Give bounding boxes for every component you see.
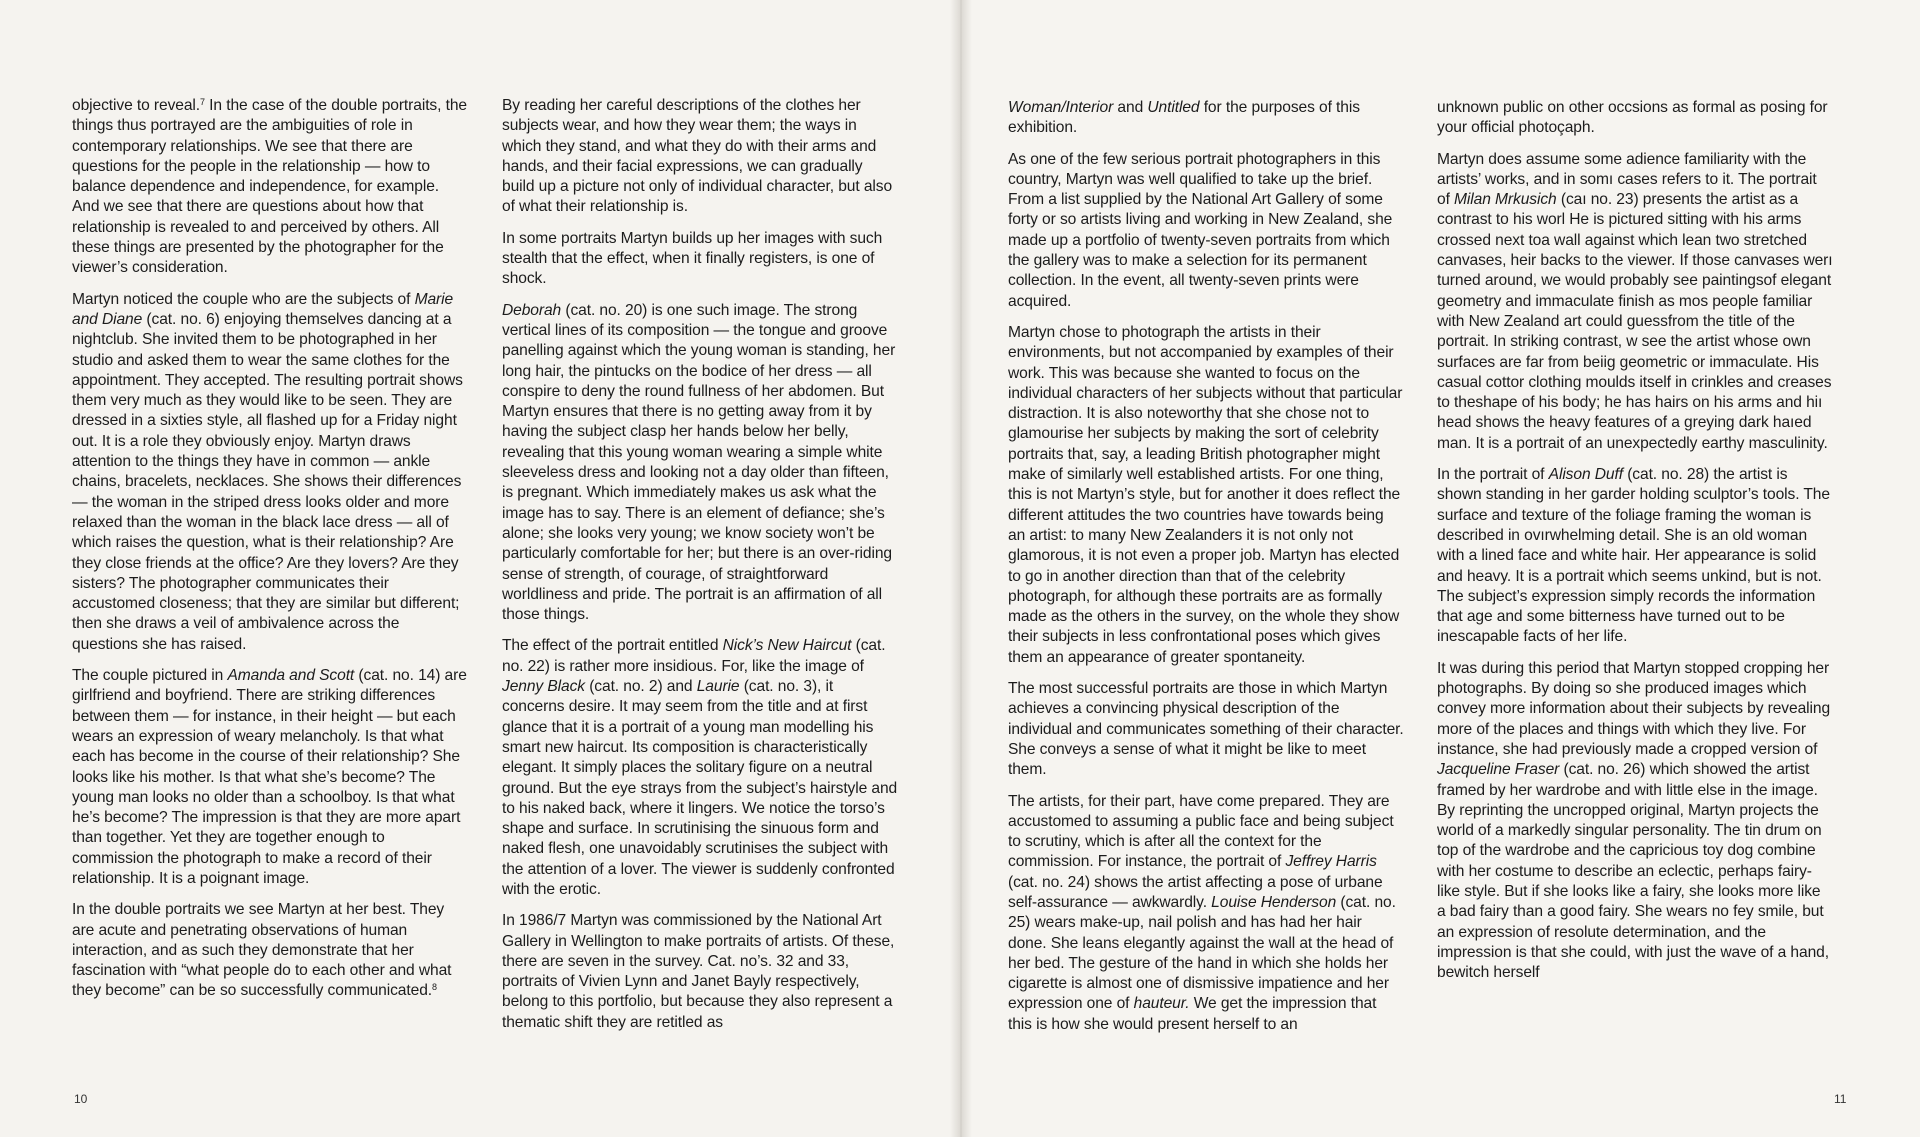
paragraph: By reading her careful descriptions of the clothes her subjects wear, and how they wear them; the ways in which they stand, and what they do with their arms and hands, and their facial expressions, we can gradually build up a picture not only of individual character, but also of what their relationship is. — [502, 97, 893, 216]
paragraph: In the portrait of Alison Duff (cat. no. 28) the artist is shown standing in her garder holding sculptor’s tools. The surface and texture of the foliage framing the woman is described in ovırwhelming detail. She is an old woman with a lined face and white hair. Her appearance is solid and heavy. It is a portrait which seems unkind, but is not. The subject’s expression simply records the information that age and some bitterness have turned out to be inescapable facts of her life. — [1437, 466, 1830, 646]
paragraph: In the double portraits we see Martyn at her best. They are acute and penetrating observations of human interaction, and as such they demonstrate that her fascination with “what people do to each other and what they become” can be so successfully communicated.$^8$ — [72, 901, 452, 1000]
emphasis: hauteur. — [1133, 995, 1190, 1013]
artwork-title: Woman/Interior — [1008, 99, 1114, 116]
footnote-marker: 8 — [432, 982, 437, 993]
artwork-title: Louise Henderson — [1211, 893, 1337, 911]
artwork-title: Laurie — [696, 678, 740, 696]
paragraph: As one of the few serious portrait photographers in this country, Martyn was well qualified to take up the brief. From a list supplied by the National Art Gallery of some forty or so artists living and working in New Zealand, she made up a portfolio of twenty-seven portraits from which the gallery was to make a selection for its permanent collection. In the event, all twenty-seven prints were acquired. — [1008, 150, 1393, 310]
page-number-right: 11 — [1834, 1092, 1847, 1106]
artwork-title: Amanda and Scott — [227, 667, 355, 685]
left-page-column-2 — [502, 96, 898, 1044]
book-gutter — [950, 0, 972, 1137]
right-page-column-2 — [1437, 98, 1833, 994]
artwork-title: Deborah — [502, 301, 562, 319]
paragraph: unknown public on other occsions as formal as posing for your official photoçaph. — [1437, 99, 1828, 137]
paragraph: In some portraits Martyn builds up her images with such stealth that the effect, when it finally registers, is one of shock. — [502, 229, 883, 288]
paragraph: The couple pictured in Amanda and Scott (cat. no. 14) are girlfriend and boyfriend. There are striking differences between them — for instance, in their height — but each wears an expression of weary melancholy. Is that what each has become in the course of their relationship? She looks like his mother. Is that what she’s become? The young man looks no older than a schoolboy. Is that what he’s become? The impression is that they are more apart than together. Yet they are together enough to commission the photograph to make a record of their relationship. It is a poignant image. — [72, 667, 467, 887]
artwork-title: Untitled — [1147, 99, 1200, 116]
page-number-left: 10 — [74, 1092, 88, 1106]
artwork-title: Alison Duff — [1548, 466, 1623, 484]
artwork-title: Jenny Black — [502, 678, 585, 696]
paragraph: Deborah (cat. no. 20) is one such image. The strong vertical lines of its composition — the tongue and groove panelling against which the young woman is standing, her long hair, the pintucks on the bodice of her dress — all conspire to deny the round fullness of her abdomen. But Martyn ensures that there is no getting away from it by having the subject clasp her hands below her belly, revealing that this young woman wearing a simple white sleeveless dress and looking not a day older than fifteen, is pregnant. Which immediately makes us ask what the image has to say. There is an element of defiance; she’s alone; she looks very young; we know society won’t be particularly comfortable for her; but there is an over-riding sense of strength, of courage, of straightforward worldliness and pride. The portrait is an affirmation of all those things. — [502, 301, 896, 624]
paragraph: Martyn noticed the couple who are the subjects of Marie and Diane (cat. no. 6) enjoying themselves dancing at a nightclub. She invited them to be photographed in her studio and asked them to wear the same clothes for the appointment. They accepted. The resulting portrait shows them very much as they would like to be seen. They are dressed in a sixties style, all flashed up for a Friday night out. It is a role they obviously enjoy. Martyn draws attention to the things they have in common — ankle chains, bracelets, necklaces. She shows their differences — the woman in the striped dress looks older and more relaxed than the woman in the black lace dress — all of which raises the question, what is their relationship? Are they close friends at the office? Are they lovers? Are they sisters? The photographer communicates their accustomed closeness; that they are similar but different; then she draws a veil of ambivalence across the questions she has raised. — [72, 290, 463, 653]
artwork-title: Jacqueline Fraser — [1437, 761, 1560, 779]
paragraph: The effect of the portrait entitled Nick’s New Haircut (cat. no. 22) is rather more insidious. For, like the image of Jenny Black (cat. no. 2) and Laurie (cat. no. 3), it concerns desire. It may seem from the title and at first glance that it is a portrait of a young man modelling his smart new haircut. Its composition is characteristically elegant. It simply places the solitary figure on a neutral ground. But the eye strays from the subject’s hairstyle and to his naked back, where it lingers. We notice the torso’s shape and surface. In scrutinising the sinuous form and naked flesh, one unavoidably scrutinises the subject with the attention of a lover. The viewer is suddenly confronted with the erotic. — [502, 637, 898, 898]
footnote-marker: 7 — [200, 97, 205, 107]
paragraph: In 1986/7 Martyn was commissioned by the National Art Gallery in Wellington to make portraits of artists. Of these, there are seven in the survey. Cat. no’s. 32 and 33, portraits of Vivien Lynn and Janet Bayly respectively, belong to this portfolio, but because they also represent a thematic shift they are retitled as — [502, 912, 895, 1031]
paragraph: It was during this period that Martyn stopped cropping her photographs. By doing so she produced images which convey more information about their subjects by revealing more of the places and things with which they live. For instance, she had previously made a cropped version of Jacqueline Fraser (cat. no. 26) which showed the artist framed by her wardrobe and with little else in the image. By reprinting the uncropped original, Martyn projects the world of a markedly singular personality. The tin drum on top of the wardrobe and the capricious toy dog combine with her costume to describe an eclectic, perhaps fairy-like style. But if she looks like a fairy, she looks more like a bad fairy than a good fairy. She wears no fey smile, but an expression of resolute determination, and the impression is that she could, with just the wave of a hand, bewitch herself — [1437, 659, 1831, 982]
paragraph: Martyn chose to photograph the artists in their environments, but not accompanied by examples of their work. This was because she wanted to focus on the individual characters of her subjects without that particular distraction. It is also noteworthy that she chose not to glamourise her subjects by making the sort of celebrity portraits that, say, a leading British photographer might make of similarly well established artists. For one thing, this is not Martyn’s style, but for another it does reflect the different attitudes the two countries have towards being an artist: to many New Zealanders it is not only not glamorous, it is not even a proper job. Martyn has elected to go in another direction than that of the celebrity photograph, for although these portraits are as formally made as the others in the survey, on the whole they show their subjects in less confrontational poses which gives them an appearance of greater spontaneity. — [1008, 323, 1403, 666]
left-page-column-1 — [72, 96, 468, 1013]
artwork-title: Milan Mrkusich — [1454, 191, 1557, 209]
paragraph: The most successful portraits are those in which Martyn achieves a convincing physical description of the individual and communicates something of their character. She conveys a sense of what it might be like to meet them. — [1008, 680, 1404, 779]
artwork-title: Marie and Diane — [72, 290, 454, 328]
paragraph: Martyn does assume some adience familiarity with the artists’ works, and in somı cases refers to it. The portrait of Milan Mrkusich (caı no. 23) presents the artist as a contrast to his worl He is pictured sitting with his arms crossed next toa wall against which lean two stretched canvases, heir backs to the viewer. If those canvases werı turned around, we would probably see paintingsof elegant geometry and immaculate finish as mos people familiar with New Zealand art could guessfrom the title of the portrait. In striking contrast, w see the artist whose own surfaces are far from beiig geometric or immaculate. His casual cottor clothing moulds itself in crinkles and creases to theshape of his body; he has hairs on his arms and hiı head shows the heavy features of a greying dark haıed man. It is a portrait of an unexpectedly earthy masculinity. — [1437, 150, 1833, 452]
paragraph: objective to reveal.$^7$ In the case of the double portraits, the things thus portrayed are the ambiguities of role in contemporary relationships. We see that there are questions for the people in the relationship — how to balance dependence and independence, for example. And we see that there are questions about how that relationship is revealed to and perceived by others. All these things are presented by the photographer for the viewer’s consideration. — [72, 97, 467, 277]
right-page-column-1 — [1008, 98, 1404, 1046]
artwork-title: Jeffrey Harris — [1285, 853, 1377, 871]
paragraph: Woman/Interior and Untitled for the purposes of this exhibition. — [1008, 99, 1360, 137]
paragraph: The artists, for their part, have come prepared. They are accustomed to assuming a public face and being subject to scrutiny, which is after all the context for the commission. For instance, the portrait of Jeffrey Harris (cat. no. 24) shows the artist affecting a pose of urbane self-assurance — awkwardly. Louise Henderson (cat. no. 25) wears make-up, nail polish and has had her hair done. She leans elegantly against the wall at the head of her bed. The gesture of the hand in which she holds her cigarette is almost one of dismissive impatience and her expression one of hauteur. We get the impression that this is how she would present herself to an — [1008, 792, 1396, 1033]
artwork-title: Nick’s New Haircut — [722, 637, 852, 655]
